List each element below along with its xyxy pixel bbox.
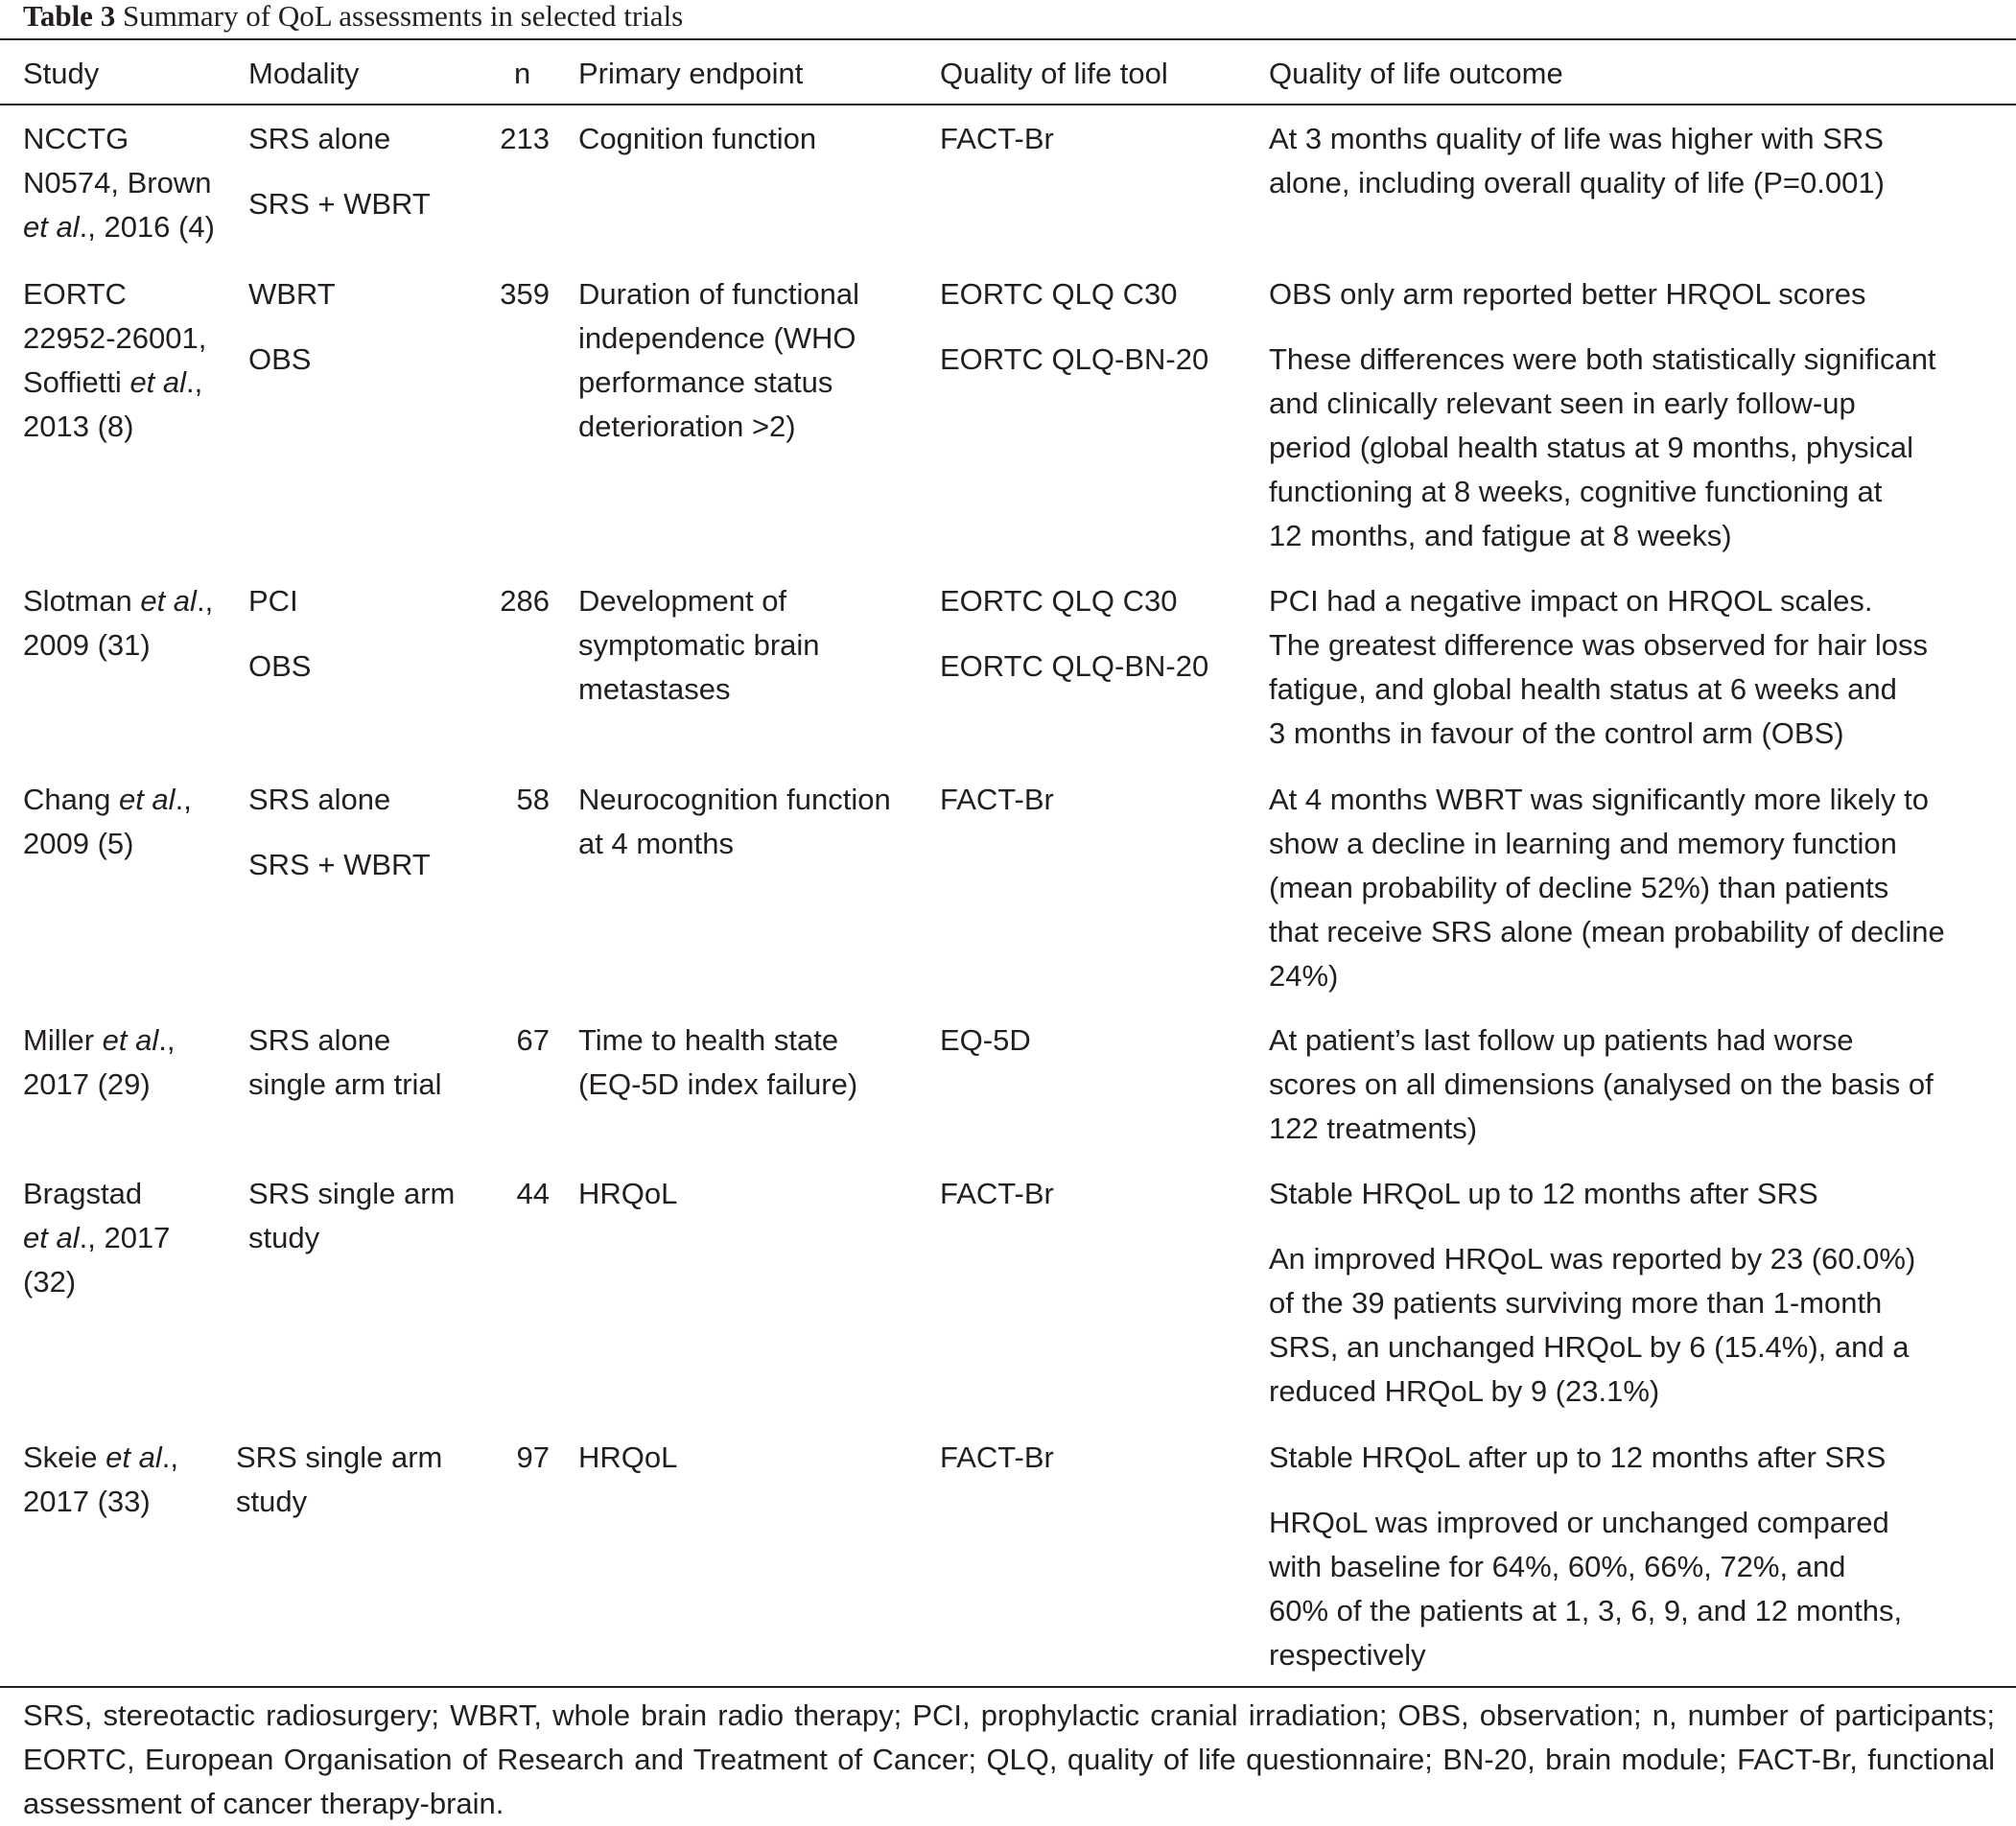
- study-line: Chang et al.,: [23, 783, 192, 816]
- tool-line: EQ-5D: [940, 1023, 1031, 1057]
- cell-n: 97: [516, 1440, 550, 1474]
- cell-outcome: [1269, 579, 1928, 756]
- modality-line: PCI: [248, 584, 298, 618]
- cell-n: 213: [500, 122, 550, 155]
- outcome-line: functioning at 8 weeks, cognitive functioning at: [1269, 475, 1883, 508]
- outcome-line: (mean probability of decline 52%) than patients: [1269, 871, 1889, 904]
- outcome-line: Stable HRQoL up to 12 months after SRS: [1269, 1177, 1818, 1210]
- tool-line: EORTC QLQ C30: [940, 584, 1178, 618]
- study-line: EORTC: [23, 277, 127, 311]
- study-line: 22952-26001,: [23, 321, 207, 355]
- cell-endpoint: [578, 1172, 677, 1216]
- cell-tool: [940, 579, 1208, 689]
- cell-study: [23, 1436, 178, 1524]
- cell-modality: [248, 117, 431, 226]
- endpoint-line: Duration of functional: [578, 277, 859, 311]
- cell-endpoint: [578, 579, 820, 712]
- tool-line: FACT-Br: [940, 1440, 1054, 1474]
- endpoint-line: Neurocognition function: [578, 783, 891, 816]
- endpoint-line: deterioration >2): [578, 410, 796, 443]
- modality-line: WBRT: [248, 277, 336, 311]
- study-line: 2017 (33): [23, 1485, 151, 1518]
- outcome-line: and clinically relevant seen in early follow-up: [1269, 386, 1856, 420]
- study-line: 2009 (5): [23, 827, 134, 860]
- modality-line: SRS single arm: [248, 1177, 456, 1210]
- cell-modality: [236, 1436, 442, 1524]
- outcome-line: The greatest difference was observed for hair loss: [1269, 628, 1928, 662]
- study-line: Bragstad: [23, 1177, 143, 1210]
- endpoint-line: HRQoL: [578, 1177, 678, 1210]
- outcome-line: SRS, an unchanged HRQoL by 6 (15.4%), and a: [1269, 1330, 1910, 1364]
- outcome-line: At patient’s last follow up patients had worse: [1269, 1023, 1854, 1057]
- study-line: (32): [23, 1265, 77, 1299]
- cell-tool: [940, 117, 1054, 161]
- cell-endpoint: [578, 272, 859, 449]
- bottom-rule: [0, 1686, 2016, 1688]
- outcome-line: Stable HRQoL after up to 12 months after SRS: [1269, 1440, 1887, 1474]
- tool-line: EORTC QLQ C30: [940, 277, 1178, 311]
- header-n: n: [514, 57, 531, 90]
- header-rule: [0, 104, 2016, 105]
- study-line: Miller et al.,: [23, 1023, 176, 1057]
- outcome-line: alone, including overall quality of life (P=0.001): [1269, 166, 1885, 199]
- header-study: Study: [23, 57, 100, 90]
- outcome-line: that receive SRS alone (mean probability of decline: [1269, 915, 1945, 948]
- cell-modality: [248, 778, 431, 887]
- outcome-line: 60% of the patients at 1, 3, 6, 9, and 12 months,: [1269, 1594, 1903, 1627]
- cell-modality: [248, 272, 336, 382]
- outcome-line: reduced HRQoL by 9 (23.1%): [1269, 1374, 1660, 1408]
- header-modality: Modality: [248, 57, 360, 90]
- endpoint-line: at 4 months: [578, 827, 734, 860]
- study-line: 2013 (8): [23, 410, 134, 443]
- cell-endpoint: [578, 778, 891, 866]
- endpoint-line: performance status: [578, 365, 833, 399]
- modality-line: SRS + WBRT: [248, 848, 431, 881]
- tool-line: FACT-Br: [940, 122, 1054, 155]
- modality-line: study: [236, 1485, 308, 1518]
- cell-tool: [940, 1172, 1054, 1216]
- study-line: et al., 2016 (4): [23, 210, 215, 244]
- table-footnote: SRS, stereotactic radiosurgery; WBRT, whole brain radio therapy; PCI, prophylactic cranial irradiation; OBS, observation; n, number of participants; EORTC, European Organisation of Research and Treatment of Cancer; QLQ, quality of life questionnaire; BN-20, brain module; FACT-Br, functional assessment of cancer therapy-brain.: [23, 1698, 1995, 1820]
- outcome-line: An improved HRQoL was reported by 23 (60.0%): [1269, 1242, 1916, 1276]
- tool-line: FACT-Br: [940, 783, 1054, 816]
- outcome-line: with baseline for 64%, 60%, 66%, 72%, and: [1269, 1550, 1846, 1583]
- study-line: NCCTG: [23, 122, 129, 155]
- endpoint-line: Time to health state: [578, 1023, 839, 1057]
- cell-n: 67: [516, 1023, 550, 1057]
- modality-line: SRS alone: [248, 122, 391, 155]
- modality-line: SRS alone: [248, 783, 391, 816]
- outcome-line: scores on all dimensions (analysed on the basis of: [1269, 1067, 1934, 1101]
- cell-tool: [940, 778, 1054, 822]
- outcome-line: period (global health status at 9 months, physical: [1269, 431, 1914, 464]
- cell-n: 58: [516, 783, 550, 816]
- cell-n: 44: [516, 1177, 550, 1210]
- study-line: 2017 (29): [23, 1067, 151, 1101]
- outcome-line: 24%): [1269, 959, 1339, 993]
- outcome-line: 3 months in favour of the control arm (OBS): [1269, 716, 1844, 750]
- endpoint-line: symptomatic brain: [578, 628, 820, 662]
- outcome-line: respectively: [1269, 1638, 1426, 1672]
- table-caption-text: Summary of QoL assessments in selected trials: [122, 0, 684, 33]
- outcome-line: HRQoL was improved or unchanged compared: [1269, 1506, 1889, 1539]
- endpoint-line: (EQ-5D index failure): [578, 1067, 858, 1101]
- modality-line: single arm trial: [248, 1067, 442, 1101]
- cell-study: [23, 579, 213, 667]
- cell-study: [23, 272, 206, 449]
- cell-endpoint: [578, 1436, 677, 1480]
- modality-line: OBS: [248, 649, 312, 683]
- cell-n: 286: [500, 584, 550, 618]
- outcome-line: of the 39 patients surviving more than 1-month: [1269, 1286, 1883, 1320]
- outcome-line: OBS only arm reported better HRQOL scores: [1269, 277, 1866, 311]
- cell-modality: [248, 1018, 442, 1107]
- cell-tool: [940, 1018, 1031, 1063]
- endpoint-line: independence (WHO: [578, 321, 856, 355]
- outcome-line: PCI had a negative impact on HRQOL scales.: [1269, 584, 1873, 618]
- cell-study: [23, 1018, 176, 1107]
- top-rule: [0, 38, 2016, 40]
- header-qol-tool: Quality of life tool: [940, 57, 1168, 90]
- cell-n: 359: [500, 277, 550, 311]
- outcome-line: 12 months, and fatigue at 8 weeks): [1269, 519, 1732, 552]
- outcome-line: At 4 months WBRT was significantly more likely to: [1269, 783, 1929, 816]
- study-line: 2009 (31): [23, 628, 151, 662]
- study-line: Slotman et al.,: [23, 584, 214, 618]
- outcome-line: fatigue, and global health status at 6 weeks and: [1269, 672, 1897, 706]
- cell-outcome: [1269, 272, 1936, 558]
- study-line: et al., 2017: [23, 1221, 171, 1254]
- cell-outcome: [1269, 1436, 1902, 1677]
- table-label: Table 3: [23, 0, 116, 33]
- cell-study: [23, 117, 215, 249]
- cell-study: [23, 1172, 170, 1304]
- cell-study: [23, 778, 192, 866]
- study-line: Soffietti et al.,: [23, 365, 203, 399]
- modality-line: OBS: [248, 342, 312, 376]
- cell-modality: [248, 1172, 455, 1260]
- outcome-line: 122 treatments): [1269, 1112, 1478, 1145]
- endpoint-line: HRQoL: [578, 1440, 678, 1474]
- modality-line: SRS + WBRT: [248, 187, 431, 221]
- outcome-line: show a decline in learning and memory function: [1269, 827, 1897, 860]
- cell-endpoint: [578, 117, 816, 161]
- modality-line: SRS alone: [248, 1023, 391, 1057]
- table-caption: [23, 0, 683, 35]
- endpoint-line: Cognition function: [578, 122, 817, 155]
- cell-tool: [940, 1436, 1054, 1480]
- cell-modality: [248, 579, 311, 689]
- cell-tool: [940, 272, 1208, 382]
- cell-endpoint: [578, 1018, 857, 1107]
- endpoint-line: Development of: [578, 584, 787, 618]
- tool-line: EORTC QLQ-BN-20: [940, 649, 1209, 683]
- study-line: Skeie et al.,: [23, 1440, 179, 1474]
- cell-outcome: [1269, 1172, 1915, 1414]
- tool-line: FACT-Br: [940, 1177, 1054, 1210]
- tool-line: EORTC QLQ-BN-20: [940, 342, 1209, 376]
- modality-line: SRS single arm: [236, 1440, 443, 1474]
- cell-outcome: [1269, 1018, 1934, 1151]
- outcome-line: At 3 months quality of life was higher with SRS: [1269, 122, 1884, 155]
- header-qol-outcome: Quality of life outcome: [1269, 57, 1563, 90]
- header-primary-endpoint: Primary endpoint: [578, 57, 804, 90]
- endpoint-line: metastases: [578, 672, 731, 706]
- outcome-line: These differences were both statistically significant: [1269, 342, 1936, 376]
- modality-line: study: [248, 1221, 320, 1254]
- study-line: N0574, Brown: [23, 166, 212, 199]
- cell-outcome: [1269, 117, 1885, 205]
- cell-outcome: [1269, 778, 1945, 998]
